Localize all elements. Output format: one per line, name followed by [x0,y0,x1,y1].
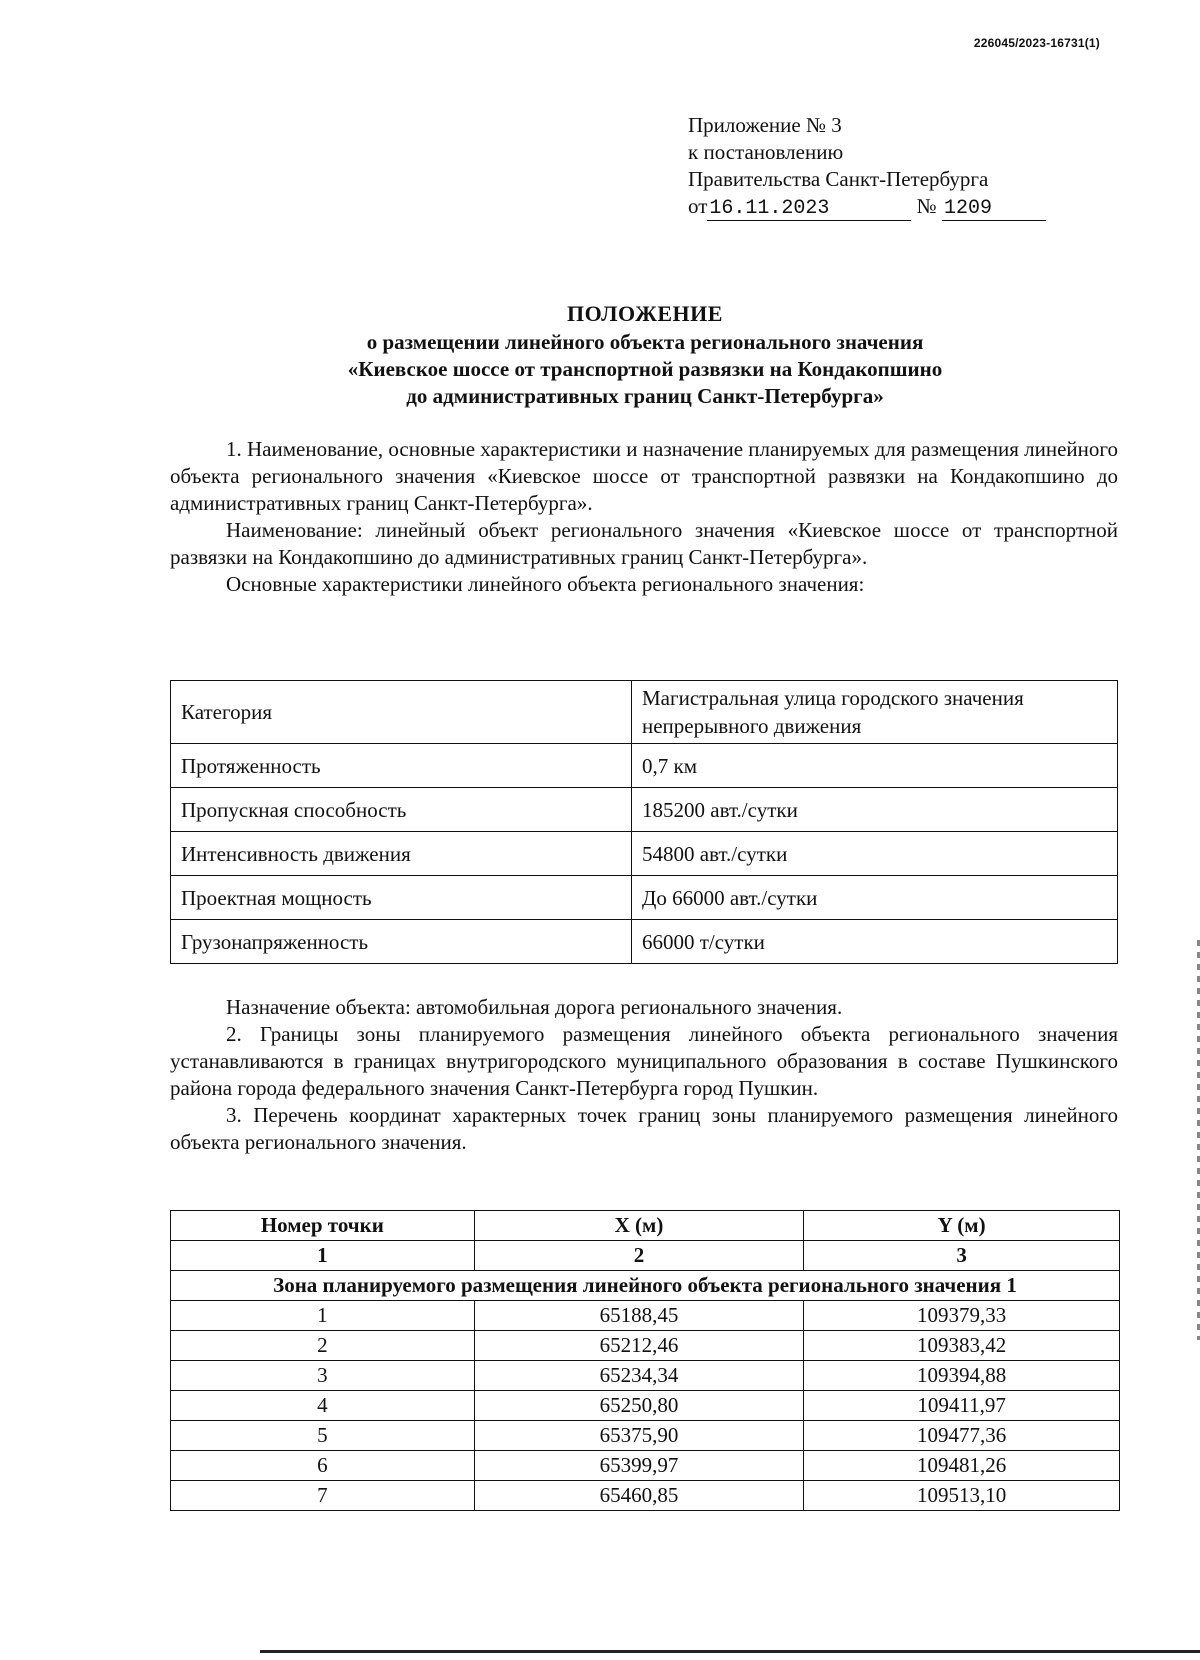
title-line-3: «Киевское шоссе от транспортной развязки на Кондакопшино [347,357,943,381]
zone-title: Зона планируемого размещения линейного объекта регионального значения 1 [171,1271,1120,1301]
attachment-authority: Правительства Санкт-Петербурга [688,167,989,191]
point-number: 1 [171,1301,475,1331]
col-header-point: Номер точки [171,1211,475,1241]
title-line-4: до административных границ Санкт-Петербурга» [406,384,884,408]
section-1-paragraph-2: Наименование: линейный объект регионального значения «Киевское шоссе от транспортной развязки на Кондакопшино до административных границ Санкт-Петербурга». [170,518,1118,569]
col-index: 3 [804,1241,1120,1271]
number-label: № [916,194,937,218]
point-y: 109383,42 [804,1331,1120,1361]
table-header-row [171,1211,1120,1241]
point-number: 7 [171,1481,475,1511]
section-1 [170,436,1118,598]
section-1-paragraph-1: 1. Наименование, основные характеристики и назначение планируемых для размещения линейного объекта регионального значения «Киевское шоссе от транспортной развязки на Кондакопшино до административных границ Санкт-Петербурга». [170,437,1118,515]
scan-bottom-rule [260,1650,1200,1653]
param-key: Грузонапряженность [171,920,632,964]
point-number: 2 [171,1331,475,1361]
decree-number: 1209 [942,198,1046,221]
characteristics-table [170,680,1118,964]
table-row [171,832,1118,876]
zone-row [171,1271,1120,1301]
title-line-2: о размещении линейного объекта регионального значения [366,330,924,354]
param-value: 0,7 км [632,744,1118,788]
point-x: 65375,90 [474,1421,804,1451]
point-number: 4 [171,1391,475,1421]
object-purpose: Назначение объекта: автомобильная дорога регионального значения. [226,995,843,1019]
point-y: 109379,33 [804,1301,1120,1331]
table-row [171,681,1118,744]
coordinates-table [170,1210,1120,1511]
table-row [171,788,1118,832]
document-id: 226045/2023-16731(1) [973,36,1100,50]
col-header-y: Y (м) [804,1211,1120,1241]
attachment-reference: к постановлению [688,140,844,164]
table-row [171,920,1118,964]
decree-date: 16.11.2023 [707,198,911,221]
point-x: 65460,85 [474,1481,804,1511]
section-3-paragraph: 3. Перечень координат характерных точек границ зоны планируемого размещения линейного объекта регионального значения. [170,1103,1118,1154]
point-x: 65399,97 [474,1451,804,1481]
point-x: 65250,80 [474,1391,804,1421]
attachment-number: Приложение № 3 [688,113,842,137]
col-index: 1 [171,1241,475,1271]
param-key: Протяженность [171,744,632,788]
table-row [171,1301,1120,1331]
title-main: ПОЛОЖЕНИЕ [567,301,723,326]
table-row [171,1481,1120,1511]
param-value: До 66000 авт./сутки [632,876,1118,920]
point-y: 109477,36 [804,1421,1120,1451]
from-label: от [688,194,708,218]
param-value: 54800 авт./сутки [632,832,1118,876]
point-y: 109411,97 [804,1391,1120,1421]
param-value: 185200 авт./сутки [632,788,1118,832]
table-row [171,1331,1120,1361]
point-y: 109394,88 [804,1361,1120,1391]
param-key: Пропускная способность [171,788,632,832]
table-row [171,1391,1120,1421]
table-row [171,876,1118,920]
section-2-paragraph: 2. Границы зоны планируемого размещения линейного объекта регионального значения устанавливаются в границах внутригородского муниципального образования в составе Пушкинского района города федерального значения Санкт-Петербурга город Пушкин. [170,1022,1118,1100]
point-x: 65212,46 [474,1331,804,1361]
point-x: 65188,45 [474,1301,804,1331]
table-row [171,1361,1120,1391]
point-y: 109481,26 [804,1451,1120,1481]
table-row [171,1451,1120,1481]
col-header-x: X (м) [474,1211,804,1241]
point-number: 3 [171,1361,475,1391]
point-number: 6 [171,1451,475,1481]
section-2 [170,994,1118,1156]
table-row [171,1421,1120,1451]
param-key: Интенсивность движения [171,832,632,876]
point-x: 65234,34 [474,1361,804,1391]
attachment-block [688,112,1046,221]
point-number: 5 [171,1421,475,1451]
col-index: 2 [474,1241,804,1271]
document-title [170,300,1120,410]
section-1-paragraph-3: Основные характеристики линейного объекта регионального значения: [226,572,865,596]
param-value: 66000 т/сутки [632,920,1118,964]
param-key: Категория [171,681,632,744]
param-key: Проектная мощность [171,876,632,920]
attachment-date-line [688,193,1046,221]
param-value: Магистральная улица городского значения непрерывного движения [632,681,1118,744]
point-y: 109513,10 [804,1481,1120,1511]
table-index-row [171,1241,1120,1271]
table-row [171,744,1118,788]
